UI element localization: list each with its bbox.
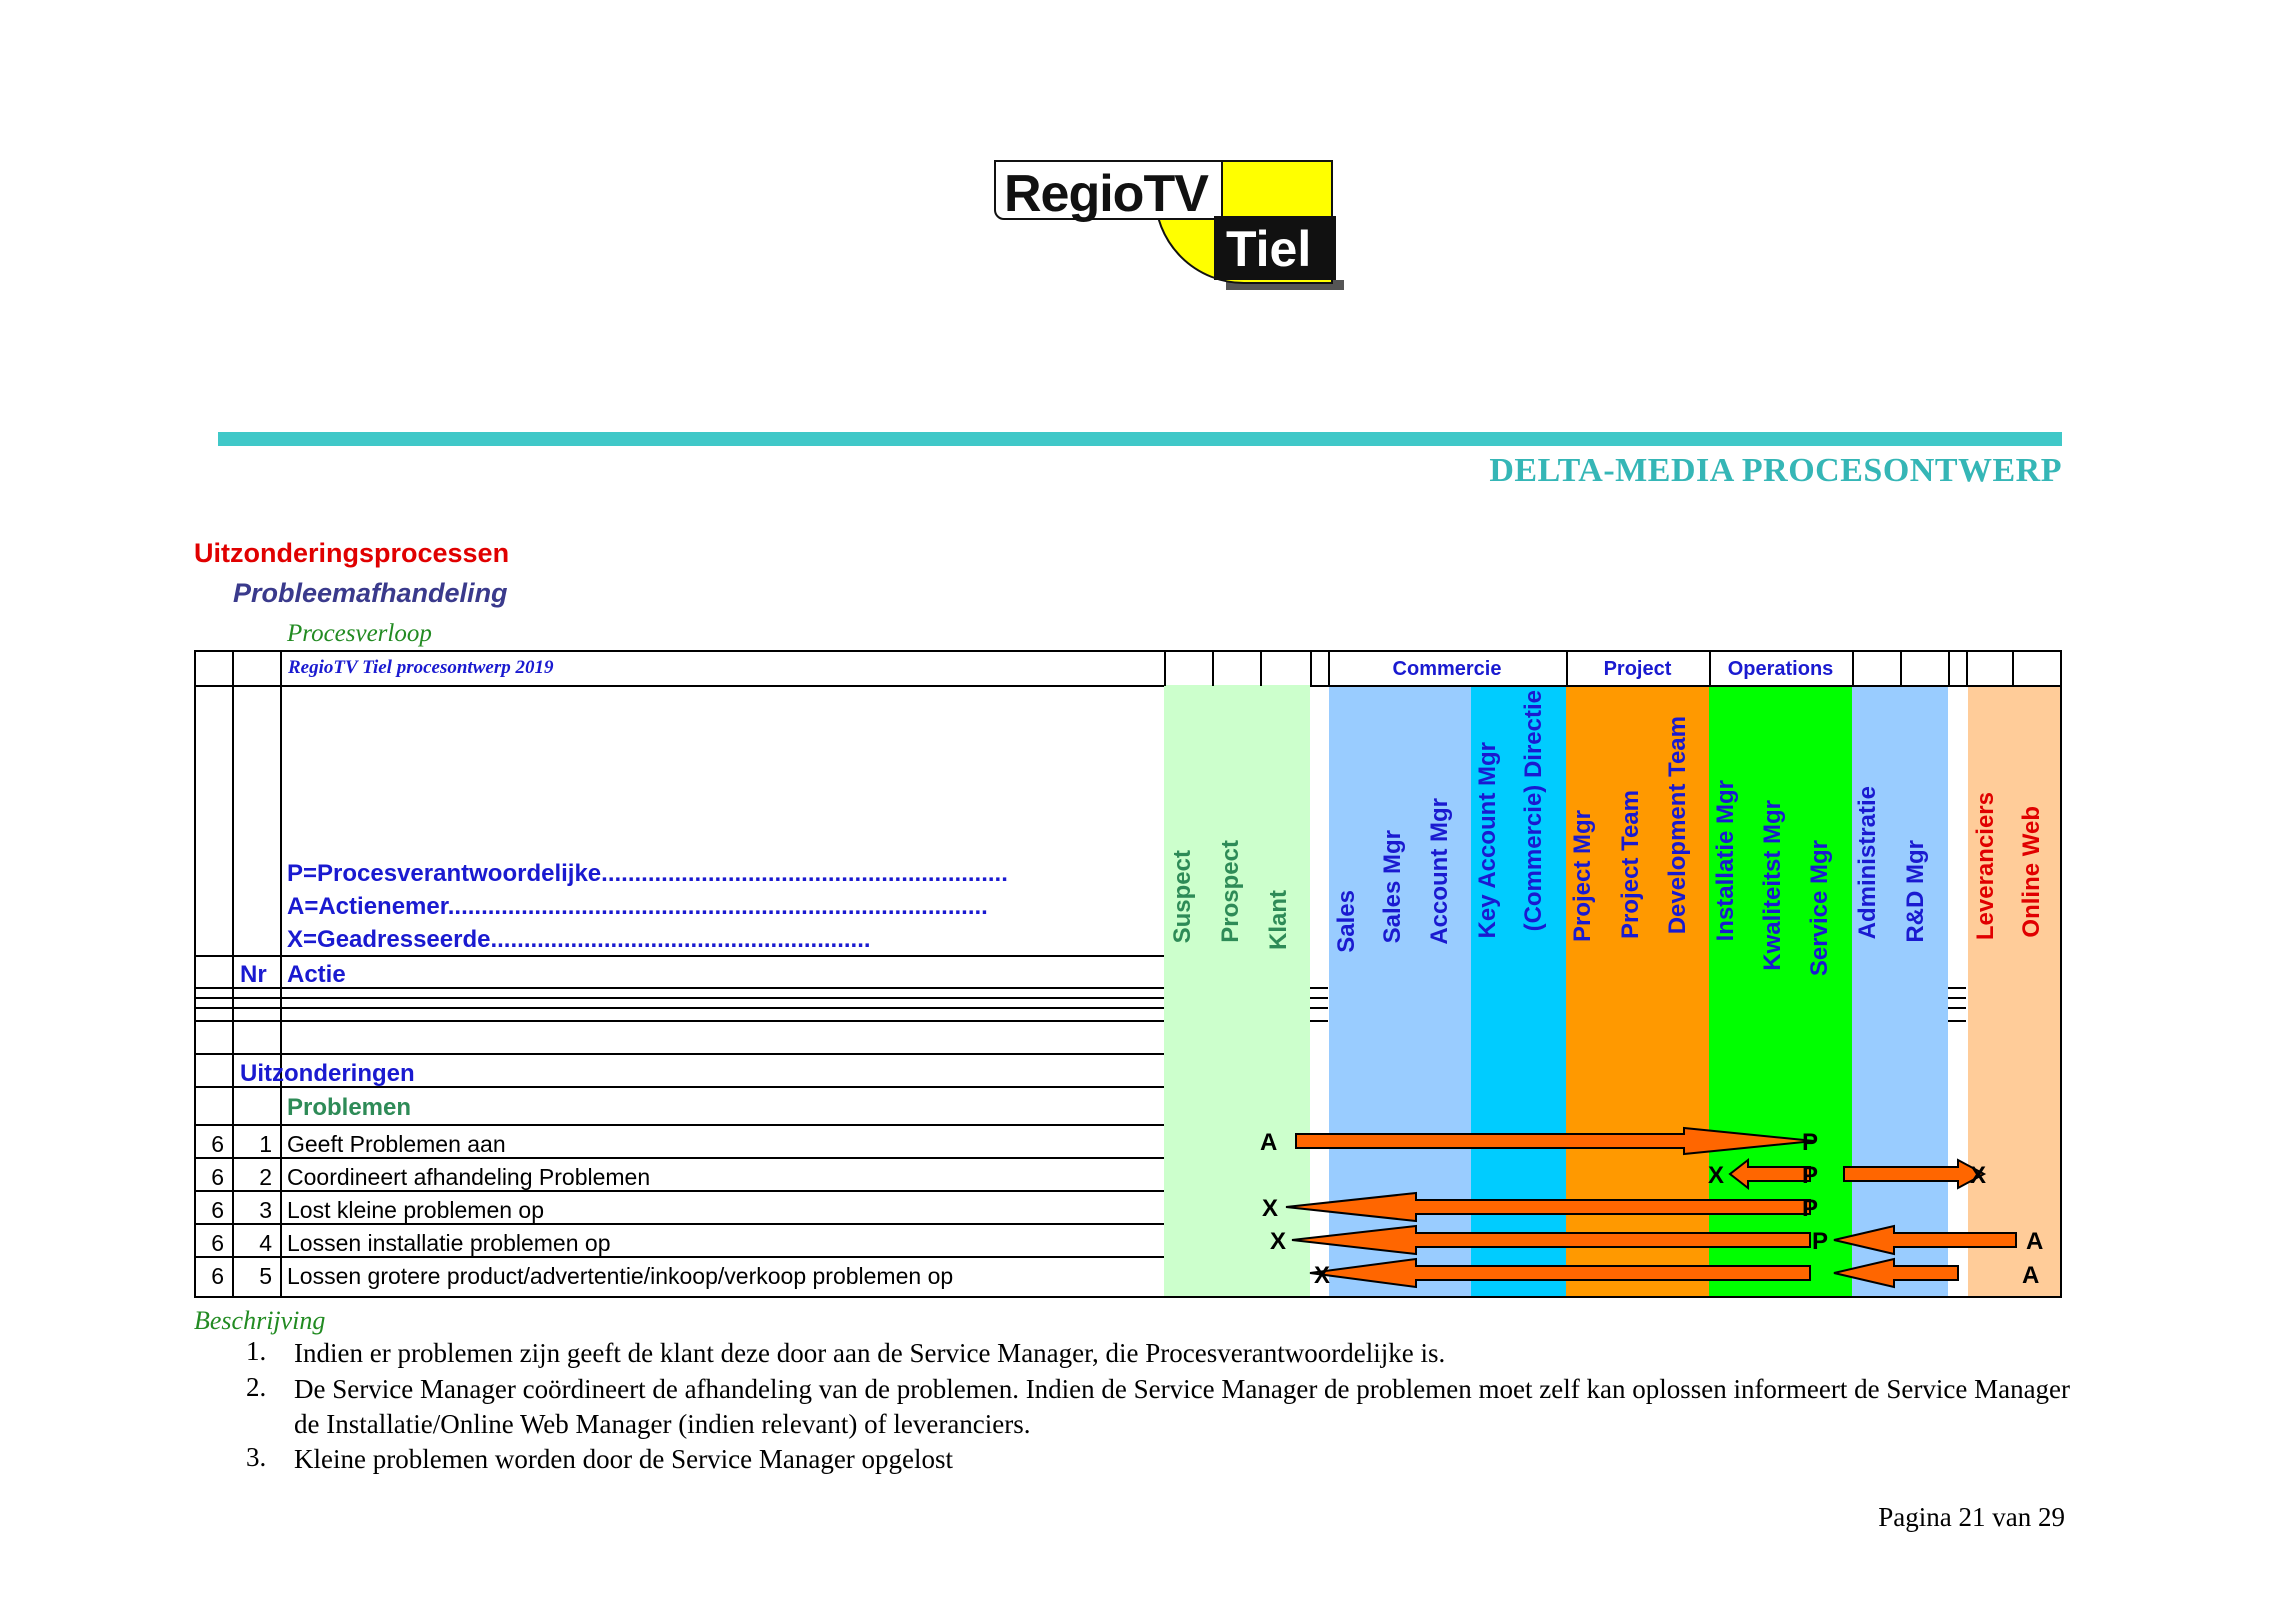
description-number: 3. xyxy=(246,1442,267,1472)
row-action: Lossen installatie problemen op xyxy=(287,1230,611,1256)
description-text: Indien er problemen zijn geeft de klant deze door aan de Service Manager, die Procesverantwoordelijke is. xyxy=(294,1338,1446,1368)
row-number: 5 xyxy=(259,1263,272,1289)
row-group: 6 xyxy=(211,1230,224,1256)
role-label: Account Mgr xyxy=(1426,798,1453,945)
logo-text-regiotv: RegioTV xyxy=(1004,165,1208,223)
description-item xyxy=(246,1336,2076,1372)
section-title: Uitzonderingsprocessen xyxy=(194,538,510,568)
role-label: R&D Mgr xyxy=(1902,840,1929,943)
flow-label: Procesverloop xyxy=(287,620,432,647)
row-action: Coordineert afhandeling Problemen xyxy=(287,1164,651,1190)
row-group: 6 xyxy=(211,1131,224,1157)
description-text: Kleine problemen worden door de Service Manager opgelost xyxy=(294,1444,954,1474)
row-number: 2 xyxy=(259,1164,272,1190)
mark-a: A xyxy=(2026,1228,2044,1255)
role-label: Administratie xyxy=(1854,786,1881,940)
arrow-left xyxy=(1292,1226,1810,1254)
logo-text-tiel: Tiel xyxy=(1226,221,1312,277)
mark-a: A xyxy=(1260,1129,1278,1156)
description-label: Beschrijving xyxy=(194,1306,326,1335)
role-label: Service Mgr xyxy=(1806,840,1833,977)
document-title: DELTA-MEDIA PROCESONTWERP xyxy=(1489,452,2062,489)
raci-table xyxy=(194,650,2062,1298)
legend-x: X=Geadresseerde......................................................... xyxy=(287,926,871,953)
arrow-right xyxy=(1296,1128,1814,1154)
arrow-left xyxy=(1286,1193,1810,1221)
mark-p: P xyxy=(1802,1195,1819,1222)
row-number: 1 xyxy=(259,1131,272,1157)
mark-p: P xyxy=(1802,1162,1819,1189)
regiotv-logo xyxy=(994,160,1344,290)
col-actie-header: Actie xyxy=(287,961,346,988)
mark-a: A xyxy=(2022,1262,2040,1289)
role-label: Installatie Mgr xyxy=(1712,780,1739,942)
col-nr-header: Nr xyxy=(240,961,267,988)
role-label: Suspect xyxy=(1169,850,1196,944)
row-group: 6 xyxy=(211,1164,224,1190)
role-label: Prospect xyxy=(1217,840,1244,943)
group-project: Project xyxy=(1603,658,1672,680)
arrow-left xyxy=(1730,1160,1810,1188)
arrow-left xyxy=(1834,1226,2016,1254)
description-number: 2. xyxy=(246,1372,267,1402)
description-item xyxy=(246,1442,2076,1478)
mark-x: X xyxy=(1270,1228,1287,1255)
row-action: Geeft Problemen aan xyxy=(287,1131,506,1157)
mark-p: P xyxy=(1802,1129,1819,1156)
mark-p: P xyxy=(1812,1228,1829,1255)
role-label: Project Team xyxy=(1617,790,1644,939)
role-label: Sales Mgr xyxy=(1379,830,1406,944)
subsection-title: Probleemafhandeling xyxy=(233,578,508,608)
legend-a: A=Actienemer................................................................................. xyxy=(287,893,988,920)
row-action: Lossen grotere product/advertentie/inkoop/verkoop problemen op xyxy=(287,1263,954,1289)
role-label: Leveranciers xyxy=(1972,792,1999,941)
header-divider xyxy=(218,432,2062,446)
arrow-left xyxy=(1310,1259,1810,1287)
section-uitzonderingen: Uitzonderingen xyxy=(240,1060,415,1087)
group-commercie: Commercie xyxy=(1392,658,1502,680)
row-action: Lost kleine problemen op xyxy=(287,1197,544,1223)
row-group: 6 xyxy=(211,1197,224,1223)
role-label: Project Mgr xyxy=(1569,810,1596,943)
description-number: 1. xyxy=(246,1336,267,1366)
row-number: 3 xyxy=(259,1197,272,1223)
mark-x: X xyxy=(1708,1162,1725,1189)
mark-x: X xyxy=(1970,1162,1987,1189)
role-label: Klant xyxy=(1265,890,1292,950)
role-label: Sales xyxy=(1333,890,1360,953)
mark-x: X xyxy=(1314,1262,1331,1289)
arrow-right xyxy=(1844,1160,1987,1189)
flow-arrows xyxy=(194,650,2062,1298)
role-label: Development Team xyxy=(1664,716,1691,935)
role-label: Key Account Mgr xyxy=(1474,742,1501,939)
arrow-left xyxy=(1834,1259,1958,1287)
description-item xyxy=(246,1372,2076,1444)
role-label: (Commercie) Directie xyxy=(1520,690,1547,932)
row-group: 6 xyxy=(211,1263,224,1289)
legend-p: P=Procesverantwoordelijke............................................................. xyxy=(287,860,1008,887)
description-text: De Service Manager coördineert de afhandeling van de problemen. Indien de Service Manager de problemen moet zelf kan oplossen informeert de Service Manager de Installatie/Online Web Manager (indien relevant) of leveranciers. xyxy=(294,1374,2071,1439)
page-number: Pagina 21 van 29 xyxy=(1878,1502,2065,1532)
subsection-problemen: Problemen xyxy=(287,1094,412,1121)
row-number: 4 xyxy=(259,1230,272,1256)
group-operations: Operations xyxy=(1727,658,1834,680)
role-label: Online Web xyxy=(2018,806,2045,938)
mark-x: X xyxy=(1262,1195,1279,1222)
table-caption: RegioTV Tiel procesontwerp 2019 xyxy=(288,657,554,678)
role-label: Kwaliteitst Mgr xyxy=(1759,800,1786,971)
